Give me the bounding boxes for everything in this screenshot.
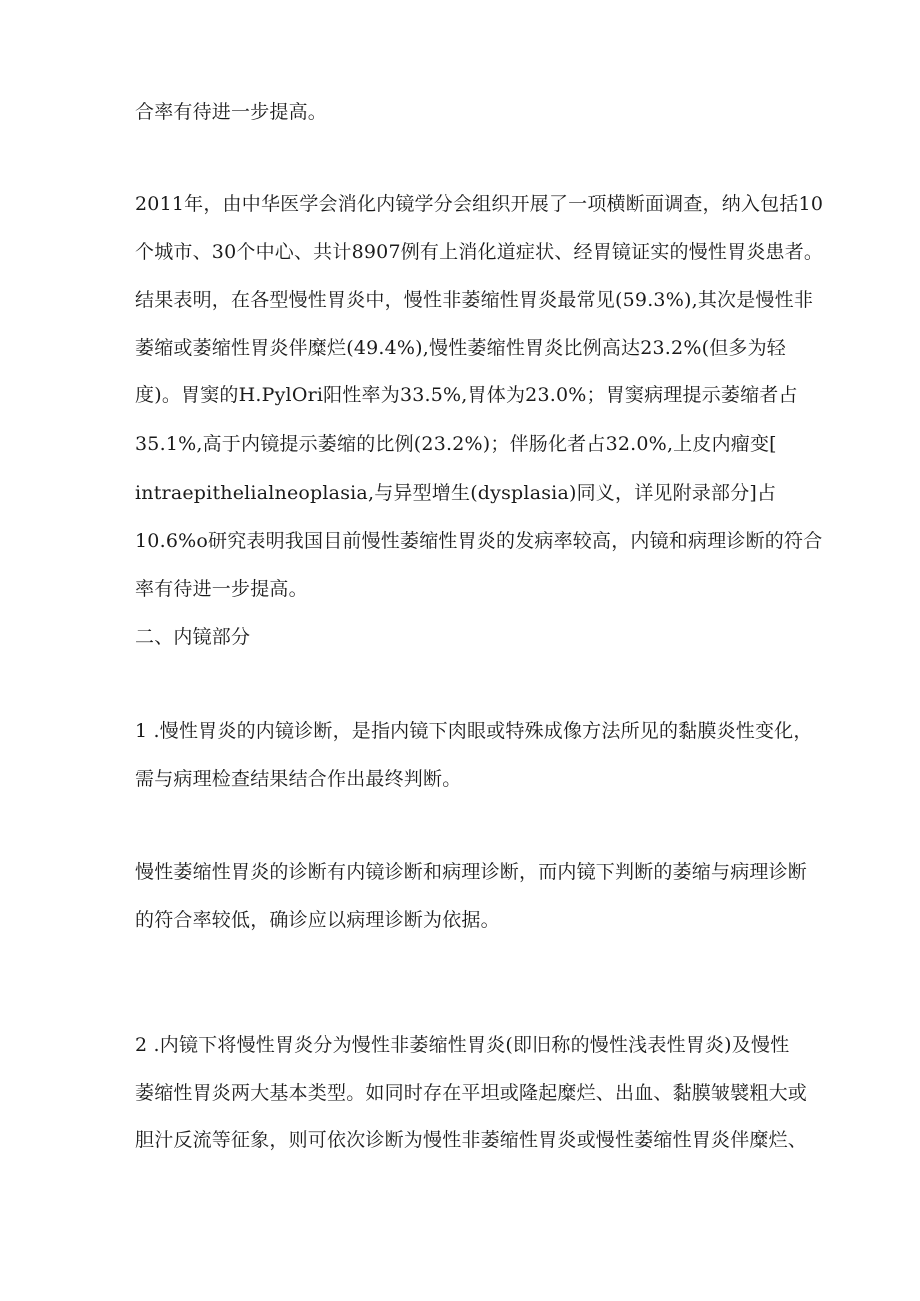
text-line: 胆汁反流等征象，则可依次诊断为慢性非萎缩性胃炎或慢性萎缩性胃炎伴糜烂、 (135, 1129, 808, 1151)
text-line: 2011年，由中华医学会消化内镜学分会组织开展了一项横断面调查，纳入包括10 (135, 193, 824, 215)
text-line: 率有待进一步提高。 (135, 578, 308, 600)
text-line: intraepithelialneoplasia,与异型增生(dysplasia)同义，详见附录部分]占 (135, 482, 777, 504)
text-line: 结果表明，在各型慢性胃炎中，慢性非萎缩性胃炎最常见(59.3%),其次是慢性非 (135, 289, 814, 311)
text-line: 2 .内镜下将慢性胃炎分为慢性非萎缩性胃炎(即旧称的慢性浅表性胃炎)及慢性 (135, 1034, 790, 1056)
section-heading: 二、内镜部分 (135, 626, 251, 648)
text-line: 萎缩或萎缩性胃炎伴糜烂(49.4%),慢性萎缩性胃炎比例高达23.2%(但多为轻 (135, 337, 786, 359)
text-line: 度)。胃窦的H.PylOri阳性率为33.5%,胃体为23.0%；胃窦病理提示萎缩者占 (135, 384, 798, 406)
text-line: 的符合率较低，确诊应以病理诊断为依据。 (135, 909, 500, 931)
text-line: 35.1%,高于内镜提示萎缩的比例(23.2%)；伴肠化者占32.0%,上皮内瘤变[ (135, 433, 777, 455)
text-line: 个城市、30个中心、共计8907例有上消化道症状、经胃镜证实的慢性胃炎患者。 (135, 241, 824, 263)
text-line: 萎缩性胃炎两大基本类型。如同时存在平坦或隆起糜烂、出血、黏膜皱襞粗大或 (135, 1082, 808, 1104)
text-line: 需与病理检查结果结合作出最终判断。 (135, 768, 462, 790)
text-line: 合率有待进一步提高。 (135, 101, 328, 123)
text-line: 1 .慢性胃炎的内镜诊断，是指内镜下肉眼或特殊成像方法所见的黏膜炎性变化， (135, 720, 813, 742)
text-line: 10.6%o研究表明我国目前慢性萎缩性胃炎的发病率较高，内镜和病理诊断的符合 (135, 530, 823, 552)
text-line: 慢性萎缩性胃炎的诊断有内镜诊断和病理诊断，而内镜下判断的萎缩与病理诊断 (135, 861, 808, 883)
